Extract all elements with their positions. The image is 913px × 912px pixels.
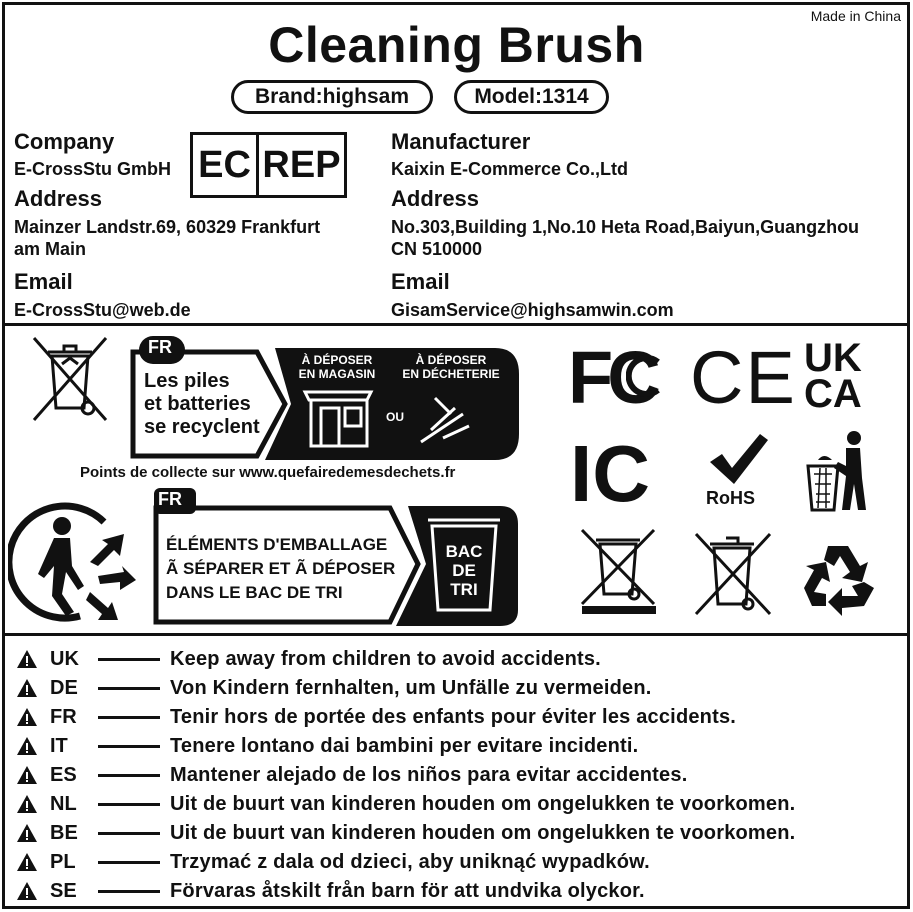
warning-triangle-icon	[16, 823, 38, 843]
warning-triangle-icon	[16, 707, 38, 727]
warning-dash	[98, 658, 160, 661]
triman-batteries-line3: se recyclent	[144, 416, 260, 438]
warning-row-be	[16, 820, 795, 846]
warning-text: Tenere lontano dai bambini per evitare incidenti.	[170, 734, 639, 757]
triman-dump-line1: À DÉPOSER	[415, 353, 487, 367]
divider-bottom	[2, 633, 910, 636]
triman-batteries-text	[144, 370, 260, 439]
warning-row-de	[16, 675, 652, 701]
warning-dash	[98, 861, 160, 864]
triman-dump-line2: EN DÉCHETERIE	[402, 367, 500, 381]
weee-bin-icon	[30, 334, 110, 424]
warning-row-fr	[16, 704, 736, 730]
triman-store-line2: EN MAGASIN	[298, 367, 376, 381]
warning-triangle-icon	[16, 765, 38, 785]
warning-text: Von Kindern fernhalten, um Unfälle zu vermeiden.	[170, 676, 652, 699]
fcc-mark: FC	[568, 336, 655, 419]
warning-text: Uit de buurt van kinderen houden om ongelukken te voorkomen.	[170, 792, 796, 815]
warning-text: Keep away from children to avoid accidents.	[170, 647, 601, 670]
triman-packaging-text	[166, 533, 395, 605]
warning-code: IT	[50, 734, 68, 757]
ce-mark: CE	[690, 336, 797, 419]
bac-de-tri-line2: DE	[452, 561, 476, 580]
warning-dash	[98, 716, 160, 719]
recycle-icon	[798, 538, 882, 620]
manufacturer-address-line1: No.303,Building 1,No.10 Heta Road,Baiyun,Guangzhou	[391, 217, 860, 237]
warning-dash	[98, 890, 160, 893]
warning-row-se	[16, 878, 645, 904]
warning-code: ES	[50, 763, 77, 786]
warning-code: PL	[50, 850, 76, 873]
warning-row-es	[16, 762, 687, 788]
ukca-mark	[804, 336, 862, 416]
ec-rep-mark	[190, 132, 347, 198]
warning-triangle-icon	[16, 794, 38, 814]
triman-batteries-tag: FR	[148, 337, 172, 357]
company-address-line1: Mainzer Landstr.69, 60329 Frankfurt	[14, 217, 321, 237]
weee-bin-bar-icon	[578, 526, 660, 616]
manufacturer-label: Manufacturer	[391, 129, 531, 154]
triman-packaging-tag: FR	[158, 489, 182, 509]
warning-triangle-icon	[16, 881, 38, 901]
triman-batteries-line1: Les piles	[144, 370, 230, 392]
warning-text: Trzymać z dala od dzieci, aby uniknąć wypadków.	[170, 850, 650, 873]
warning-dash	[98, 745, 160, 748]
warning-code: BE	[50, 821, 78, 844]
fcc-inner-c-icon	[626, 354, 666, 398]
warning-code: NL	[50, 792, 77, 815]
rohs-mark: RoHS	[706, 488, 755, 508]
company-address-label: Address	[14, 186, 103, 211]
warning-code: UK	[50, 647, 79, 670]
manufacturer-address-label: Address	[391, 186, 480, 211]
warning-text: Tenir hors de portée des enfants pour éviter les accidents.	[170, 705, 737, 728]
company-email-label: Email	[14, 269, 73, 294]
warning-row-it	[16, 733, 638, 759]
ec-rep-right: REP	[262, 143, 341, 186]
warning-triangle-icon	[16, 852, 38, 872]
made-in-text: Made in China	[810, 8, 901, 24]
company-email: E-CrossStu@web.de	[14, 300, 191, 320]
ic-mark: IC	[570, 429, 650, 518]
warning-triangle-icon	[16, 649, 38, 669]
warning-dash	[98, 832, 160, 835]
warning-row-uk	[16, 646, 601, 672]
manufacturer-address-line2: CN 510000	[391, 239, 483, 259]
warning-triangle-icon	[16, 678, 38, 698]
company-name: E-CrossStu GmbH	[14, 159, 172, 179]
ukca-line1: UK	[804, 336, 862, 380]
triman-recycle-figure-icon	[8, 496, 138, 624]
warning-dash	[98, 687, 160, 690]
rohs-check-icon	[708, 432, 770, 488]
warning-row-nl	[16, 791, 795, 817]
triman-batteries-line2: et batteries	[144, 393, 251, 415]
warning-text: Uit de buurt van kinderen houden om ongelukken te voorkomen.	[170, 821, 796, 844]
company-label: Company	[14, 129, 115, 154]
bac-de-tri-line3: TRI	[450, 580, 478, 599]
warning-code: DE	[50, 676, 78, 699]
warning-text: Förvaras åtskilt från barn för att undvika olyckor.	[170, 879, 645, 902]
warning-row-pl	[16, 849, 650, 875]
warning-code: SE	[50, 879, 77, 902]
ec-rep-left: EC	[193, 135, 259, 195]
triman-dump-caption	[396, 353, 506, 381]
warning-triangle-icon	[16, 736, 38, 756]
divider-top	[2, 323, 910, 326]
triman-packaging-line1: ÉLÉMENTS D'EMBALLAGE	[166, 535, 388, 554]
warning-code: FR	[50, 705, 77, 728]
model-badge: Model:1314	[454, 80, 609, 114]
company-address-line2: am Main	[14, 239, 87, 259]
bac-de-tri-line1: BAC	[445, 542, 483, 561]
collection-points-text: Points de collecte sur www.quefairedemesdechets.fr	[80, 464, 456, 481]
ukca-line2: CA	[804, 372, 862, 416]
triman-store-line1: À DÉPOSER	[301, 353, 373, 367]
manufacturer-email: GisamService@highsamwin.com	[391, 300, 674, 320]
triman-packaging-line3: DANS LE BAC DE TRI	[166, 583, 343, 602]
warning-dash	[98, 803, 160, 806]
weee-bin-icon-2	[692, 530, 774, 616]
warning-text: Mantener alejado de los niños para evitar accidentes.	[170, 763, 688, 786]
triman-store-caption	[288, 353, 386, 381]
litter-bin-person-icon	[804, 430, 868, 512]
product-title: Cleaning Brush	[268, 17, 645, 73]
triman-or: OU	[386, 410, 404, 424]
bac-de-tri-label	[436, 542, 492, 599]
manufacturer-email-label: Email	[391, 269, 450, 294]
triman-packaging-line2: Ã SÉPARER ET Ã DÉPOSER	[166, 559, 396, 578]
warning-dash	[98, 774, 160, 777]
manufacturer-name: Kaixin E-Commerce Co.,Ltd	[391, 159, 629, 179]
brand-badge: Brand:highsam	[231, 80, 433, 114]
